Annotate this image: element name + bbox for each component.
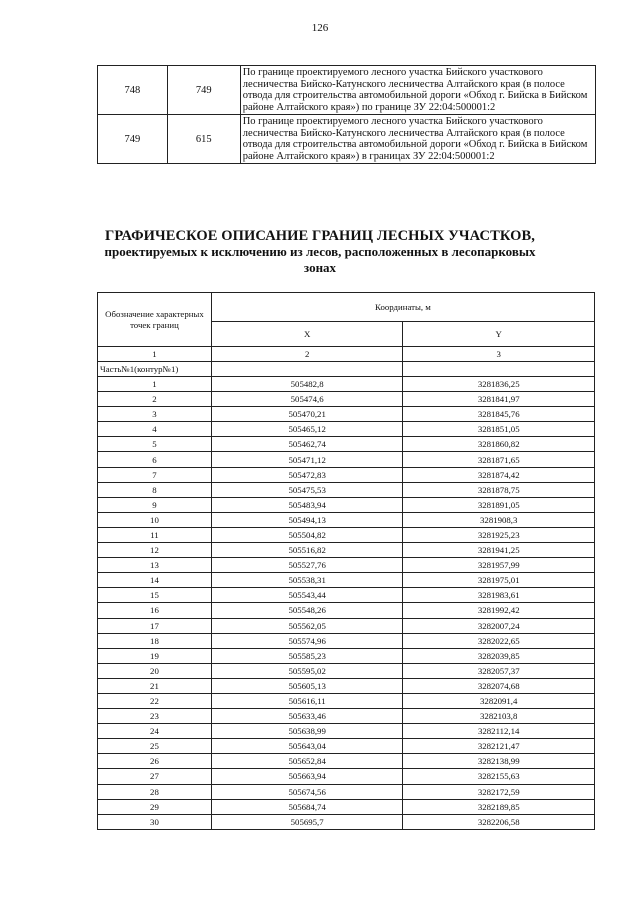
coord-y: 3281941,25 <box>403 543 595 558</box>
point-number: 8 <box>98 482 212 497</box>
table-row <box>98 543 595 558</box>
coord-x: 505462,74 <box>211 437 403 452</box>
coord-x: 505638,99 <box>211 724 403 739</box>
coord-x: 505595,02 <box>211 663 403 678</box>
point-number: 6 <box>98 452 212 467</box>
table-row <box>98 663 595 678</box>
point-number: 1 <box>98 377 212 392</box>
table-row <box>98 482 595 497</box>
coord-x: 505465,12 <box>211 422 403 437</box>
coord-y: 3282022,65 <box>403 633 595 648</box>
table-row <box>98 648 595 663</box>
point-number: 4 <box>98 422 212 437</box>
page-number: 126 <box>311 22 329 34</box>
point-number: 9 <box>98 497 212 512</box>
coord-y: 3282112,14 <box>403 724 595 739</box>
boundary-from: 748 <box>98 66 168 115</box>
coord-x: 505483,94 <box>211 497 403 512</box>
coord-x: 505482,8 <box>211 377 403 392</box>
boundary-to: 615 <box>167 115 240 164</box>
point-number: 5 <box>98 437 212 452</box>
table-row <box>98 422 595 437</box>
table-row <box>98 769 595 784</box>
coord-x: 505674,56 <box>211 784 403 799</box>
table-row <box>98 437 595 452</box>
coord-x: 505548,26 <box>211 603 403 618</box>
coord-y: 3281851,05 <box>403 422 595 437</box>
coord-y: 3282121,47 <box>403 739 595 754</box>
coord-y: 3281975,01 <box>403 573 595 588</box>
coord-y: 3281845,76 <box>403 407 595 422</box>
point-number: 16 <box>98 603 212 618</box>
point-number: 13 <box>98 558 212 573</box>
point-number: 11 <box>98 527 212 542</box>
point-number: 10 <box>98 512 212 527</box>
table-row <box>98 739 595 754</box>
table-row <box>98 558 595 573</box>
coord-x: 505475,53 <box>211 482 403 497</box>
point-number: 12 <box>98 543 212 558</box>
point-number: 14 <box>98 573 212 588</box>
coord-x: 505633,46 <box>211 709 403 724</box>
boundary-from: 749 <box>98 115 168 164</box>
coord-x: 505527,76 <box>211 558 403 573</box>
coord-y: 3282155,63 <box>403 769 595 784</box>
boundary-row <box>98 66 596 115</box>
heading-line-3: зонах <box>303 260 337 275</box>
coord-y: 3281878,75 <box>403 482 595 497</box>
coord-y: 3281874,42 <box>403 467 595 482</box>
coord-y: 3282057,37 <box>403 663 595 678</box>
coord-x: 505574,96 <box>211 633 403 648</box>
table-row <box>98 724 595 739</box>
table-row <box>98 603 595 618</box>
column-number-3: 3 <box>403 347 595 362</box>
coord-x: 505470,21 <box>211 407 403 422</box>
boundary-description-table <box>97 65 596 164</box>
column-number-1: 1 <box>98 347 212 362</box>
coord-x: 505543,44 <box>211 588 403 603</box>
point-number: 28 <box>98 784 212 799</box>
table-row <box>98 754 595 769</box>
point-number: 19 <box>98 648 212 663</box>
coord-y: 3282138,99 <box>403 754 595 769</box>
coord-x: 505663,94 <box>211 769 403 784</box>
coord-x: 505494,13 <box>211 512 403 527</box>
coord-y: 3282074,68 <box>403 678 595 693</box>
coord-y: 3282172,59 <box>403 784 595 799</box>
coord-x: 505695,7 <box>211 814 403 829</box>
point-number: 27 <box>98 769 212 784</box>
coord-y: 3282091,4 <box>403 693 595 708</box>
point-number: 15 <box>98 588 212 603</box>
point-number: 25 <box>98 739 212 754</box>
section-empty-x <box>211 362 403 377</box>
coord-x: 505562,05 <box>211 618 403 633</box>
coord-y: 3281860,82 <box>403 437 595 452</box>
boundary-description: По границе проектируемого лесного участка Бийского участкового лесничества Бийско-Катунского лесничества Алтайского края (в полосе отвода для строительства автомобильной дороги «Обход г. Бийска в Бийском районе Алтайского края») по границе ЗУ 22:04:500001:2 <box>240 66 595 115</box>
table-row <box>98 618 595 633</box>
table-row <box>98 527 595 542</box>
header-coordinates: Координаты, м <box>211 293 594 322</box>
header-x: X <box>211 322 403 347</box>
coord-x: 505616,11 <box>211 693 403 708</box>
point-number: 20 <box>98 663 212 678</box>
point-number: 21 <box>98 678 212 693</box>
point-number: 18 <box>98 633 212 648</box>
point-number: 26 <box>98 754 212 769</box>
coord-y: 3281908,3 <box>403 512 595 527</box>
point-number: 22 <box>98 693 212 708</box>
coord-x: 505643,04 <box>211 739 403 754</box>
coord-x: 505504,82 <box>211 527 403 542</box>
point-number: 17 <box>98 618 212 633</box>
header-y: Y <box>403 322 595 347</box>
coord-y: 3281983,61 <box>403 588 595 603</box>
coord-y: 3281891,05 <box>403 497 595 512</box>
coord-y: 3282039,85 <box>403 648 595 663</box>
coord-y: 3282206,58 <box>403 814 595 829</box>
table-row <box>98 633 595 648</box>
coord-y: 3282007,24 <box>403 618 595 633</box>
coord-x: 505538,31 <box>211 573 403 588</box>
coord-y: 3281925,23 <box>403 527 595 542</box>
table-row <box>98 407 595 422</box>
coord-y: 3281871,65 <box>403 452 595 467</box>
table-row <box>98 678 595 693</box>
table-row <box>98 377 595 392</box>
coordinates-table <box>97 292 595 830</box>
coord-y: 3281957,99 <box>403 558 595 573</box>
section-empty-y <box>403 362 595 377</box>
header-point-designation: Обозначение характерных точек границ <box>98 293 212 347</box>
table-row <box>98 573 595 588</box>
column-number-2: 2 <box>211 347 403 362</box>
point-number: 29 <box>98 799 212 814</box>
boundary-row <box>98 115 596 164</box>
coord-x: 505684,74 <box>211 799 403 814</box>
coord-y: 3281841,97 <box>403 392 595 407</box>
section-label: Часть№1(контур№1) <box>98 362 212 377</box>
point-number: 23 <box>98 709 212 724</box>
table-row <box>98 588 595 603</box>
table-row <box>98 467 595 482</box>
table-row <box>98 814 595 829</box>
table-row <box>98 452 595 467</box>
coord-x: 505516,82 <box>211 543 403 558</box>
coord-x: 505585,23 <box>211 648 403 663</box>
coord-x: 505474,6 <box>211 392 403 407</box>
heading-line-1: ГРАФИЧЕСКОЕ ОПИСАНИЕ ГРАНИЦ ЛЕСНЫХ УЧАСТКОВ, <box>105 228 535 244</box>
coord-x: 505605,13 <box>211 678 403 693</box>
table-row <box>98 392 595 407</box>
table-row <box>98 497 595 512</box>
point-number: 3 <box>98 407 212 422</box>
coord-x: 505471,12 <box>211 452 403 467</box>
coord-x: 505472,83 <box>211 467 403 482</box>
point-number: 24 <box>98 724 212 739</box>
coord-y: 3281836,25 <box>403 377 595 392</box>
point-number: 2 <box>98 392 212 407</box>
table-row <box>98 512 595 527</box>
table-row <box>98 693 595 708</box>
section-heading <box>80 228 560 276</box>
coord-y: 3282189,85 <box>403 799 595 814</box>
boundary-description: По границе проектируемого лесного участка Бийского участкового лесничества Бийско-Катунского лесничества Алтайского края (в полосе отвода для строительства автомобильной дороги «Обход г. Бийска в Бийском районе Алтайского края») в границах ЗУ 22:04:500001:2 <box>240 115 595 164</box>
table-row <box>98 784 595 799</box>
coord-x: 505652,84 <box>211 754 403 769</box>
point-number: 7 <box>98 467 212 482</box>
point-number: 30 <box>98 814 212 829</box>
boundary-to: 749 <box>167 66 240 115</box>
coord-y: 3282103,8 <box>403 709 595 724</box>
coord-y: 3281992,42 <box>403 603 595 618</box>
table-row <box>98 709 595 724</box>
heading-line-2: проектируемых к исключению из лесов, расположенных в лесопарковых <box>104 244 536 259</box>
table-row <box>98 799 595 814</box>
